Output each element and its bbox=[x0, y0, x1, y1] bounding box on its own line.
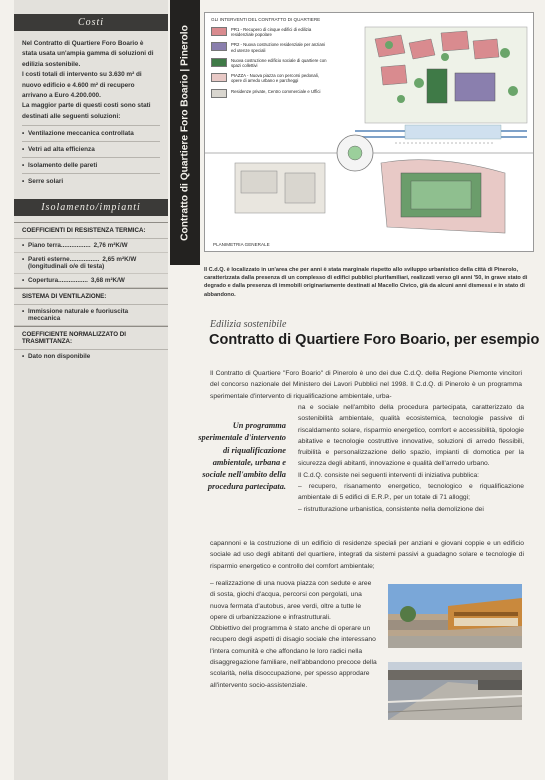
article-kicker: Edilizia sostenibile bbox=[210, 319, 287, 330]
legend-label: PR1 - Recupero di cinque edifici di edilizia residenziale popolare bbox=[231, 27, 312, 38]
photo-building bbox=[388, 584, 522, 648]
square-photo-drawing bbox=[388, 662, 522, 720]
resistance-row-value: 2,65 m²K/W bbox=[102, 256, 137, 264]
map-caption: PLANIMETRIA GENERALE bbox=[213, 242, 270, 247]
map-description-caption: Il C.d.Q. è localizzato in un'area che per anni è stata marginale rispetto allo sviluppo urbanistico della città di Pinerolo, caratterizzata dalla presenza di un complesso di edifici pubblici plurifamiliari, realizzati verso gli anni '50, in grave stato di degrado e dalla presenza di immobili originariamente destinati al Macello Civico, già da alcuni anni dismessi e in stato di abbandono. bbox=[204, 267, 528, 298]
resistance-row bbox=[14, 253, 168, 274]
cost-items-list bbox=[14, 125, 168, 189]
resistance-label: COEFFICIENTI DI RESISTENZA TERMICA: bbox=[14, 222, 168, 239]
pull-quote: Un programma sperimentale d'intervento di riqualificazione ambientale, urbana e sociale nell'ambito della procedura partecipata. bbox=[198, 421, 286, 492]
cost-item: • Isolamento delle pareti bbox=[22, 157, 160, 173]
article-wide-paragraph: capannoni e la costruzione di un edificio di residenze speciali per anziani e giovani coppie e un edificio sociale ad uso degli abitanti del quartiere, integrati da sistemi passivi a guadagno solare e tecnologie di risparmio energetico e controllo del comfort ambientale; bbox=[210, 540, 524, 570]
ventilation-rows bbox=[14, 305, 168, 326]
vertical-title-band bbox=[170, 0, 200, 265]
building-photo-drawing bbox=[388, 584, 522, 648]
resistance-row-sub: (longitudinali o/e di testa) bbox=[28, 263, 105, 271]
article-lead: Il Contratto di Quartiere "Foro Boario" di Pinerolo è uno dei due C.d.Q. della Regione Piemonte vincitori del concorso nazionale del Ministero dei Lavori Pubblici nel 1998. Il C.d.Q. di Pinerolo è un programma sperimentale d'intervento di riqualificazione ambientale, urba- bbox=[210, 370, 522, 400]
coefficient-row: • Dato non disponibile bbox=[14, 350, 168, 363]
legend-label: Residenze private, Centro commerciale e Uffici bbox=[231, 88, 321, 94]
resistance-row-value: 3,68 m²K/W bbox=[90, 277, 125, 285]
site-plan-drawing bbox=[205, 13, 533, 251]
cost-item: • Ventilazione meccanica controllata bbox=[22, 125, 160, 141]
photo-square bbox=[388, 662, 522, 720]
coefficient-rows bbox=[14, 350, 168, 363]
ventilation-row: • Immissione naturale e fuoriuscita meccanica bbox=[14, 305, 168, 326]
article-headline: Contratto di Quartiere Foro Boario, per esempio bbox=[209, 332, 540, 348]
map-title: GLI INTERVENTI DEL CONTRATTO DI QUARTIERE bbox=[211, 17, 321, 22]
coefficient-label: COEFFICIENTE NORMALIZZATO DI TRASMITTANZA: bbox=[14, 326, 168, 350]
article-column: na e sociale nell'ambito della procedura partecipata, caratterizzato da sostenibilità ambientale, qualità ecosistemica, tecnologie passive di riscaldamento solare, risparmio energetico, comfort e accessibilità, tipologie abitative e tecnologie costruttive innovative, soluzioni di arredo flessibili, fruibilità e personalizzazione dello spazio, impianti di domotica per la sicurezza degli abitanti, innovazione e qualità dell'arredo urbano. Il C.d.Q. consiste nei seguenti interventi di iniziativa pubblica: – recupero, risanamento energetico, tecnologico e riqualificazione ambientale di 5 edifici di E.R.P., per un totale di 71 alloggi; – ristrutturazione urbanistica, consistente nella demolizione dei bbox=[298, 404, 524, 513]
legend-label: PIAZZA - Nuova piazza con percorsi pedonali, opere di arredo urbano e parcheggi bbox=[231, 73, 319, 84]
site-plan-map bbox=[204, 12, 534, 252]
resistance-row-label: Copertura................. bbox=[28, 277, 88, 285]
resistance-row-value: 2,76 m²K/W bbox=[93, 242, 128, 250]
costs-heading: Costi bbox=[14, 14, 168, 31]
costs-paragraph: Nel Contratto di Quartiere Foro Boario è stata usata un'ampia gamma di soluzioni di edilizia sostenibile. I costi totali di intervento su 3.630 m² di nuovo edificio e 4.600 m² di recupero arrivano a Euro 4.200.000. La maggior parte di questi costi sono stati destinati alle seguenti soluzioni: bbox=[22, 40, 154, 120]
costs-text bbox=[14, 31, 168, 122]
legend-label: Nuova costruzione edificio sociale di quartiere con spazi collettivi bbox=[231, 57, 327, 69]
resistance-row bbox=[14, 274, 168, 288]
cost-item: • Serre solari bbox=[22, 173, 160, 189]
resistance-row-label: Piano terra................. bbox=[28, 242, 91, 250]
isolation-heading: Isolamento/impianti bbox=[14, 199, 168, 216]
vertical-title: Contratto di Quartiere Foro Boario | Pinerolo bbox=[179, 24, 191, 241]
resistance-row bbox=[14, 239, 168, 253]
legend-label: PR2 - Nuova costruzione residenziale per anziani ed utenze speciali bbox=[231, 42, 326, 53]
ventilation-label: SISTEMA DI VENTILAZIONE: bbox=[14, 288, 168, 305]
article-narrow-column: – realizzazione di una nuova piazza con sedute e aree di sosta, giochi d'acqua, percorsi con pergolati, una nuova fermata d'autobus, aree verdi, oltre a tutte le opere di urbanizzazione e infrastrutturali. Obbiettivo del programma è stato anche di operare un recupero degli aspetti di disagio sociale che interessano l'intera comunità e che affondano le loro radici nella disaggregazione familiare, nell'abbandono precoce della scolarità, nella disoccupazione, per spesso approdare all'intervento socio-assistenziale. bbox=[210, 580, 377, 689]
resistance-row-label: Pareti esterne................. bbox=[28, 256, 100, 264]
sidebar bbox=[14, 0, 168, 780]
cost-item: • Vetri ad alta efficienza bbox=[22, 141, 160, 157]
resistance-rows bbox=[14, 239, 168, 288]
